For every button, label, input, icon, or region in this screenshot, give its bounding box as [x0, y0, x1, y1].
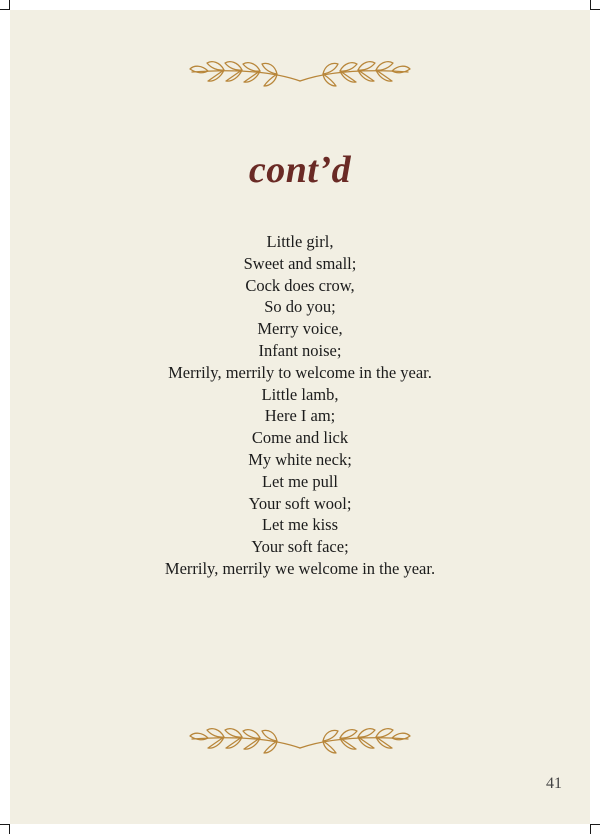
poem-line: So do you;	[264, 297, 336, 317]
poem-line: Here I am;	[264, 406, 336, 426]
crop-mark	[590, 0, 591, 10]
poem-stanza	[10, 231, 590, 580]
poem-line: Little lamb,	[261, 384, 339, 404]
laurel-branch-icon	[188, 723, 412, 763]
crop-mark	[9, 0, 10, 10]
poem-line: Little girl,	[266, 232, 334, 251]
crop-mark	[9, 824, 10, 834]
laurel-branch-icon	[188, 56, 412, 96]
page-title: cont’d	[248, 149, 352, 191]
poem-line: Sweet and small;	[243, 253, 357, 273]
book-page	[10, 10, 590, 824]
poem-line: Merry voice,	[257, 319, 343, 339]
crop-mark	[590, 9, 600, 10]
poem-line: Let me pull	[261, 471, 339, 491]
poem-line: Let me kiss	[261, 515, 339, 535]
poem-line: Infant noise;	[258, 340, 342, 360]
poem-line: Merrily, merrily to welcome in the year.	[168, 362, 432, 382]
poem-line: Merrily, merrily we welcome in the year.	[164, 558, 436, 578]
poem-line: My white neck;	[248, 449, 352, 469]
crop-mark	[590, 824, 600, 825]
poem-line: Come and lick	[251, 428, 349, 448]
poem-line: Your soft face;	[251, 537, 349, 557]
crop-mark	[590, 824, 591, 834]
page-number: 41	[546, 775, 562, 792]
poem-line: Cock does crow,	[245, 275, 355, 295]
poem-line: Your soft wool;	[248, 493, 352, 513]
